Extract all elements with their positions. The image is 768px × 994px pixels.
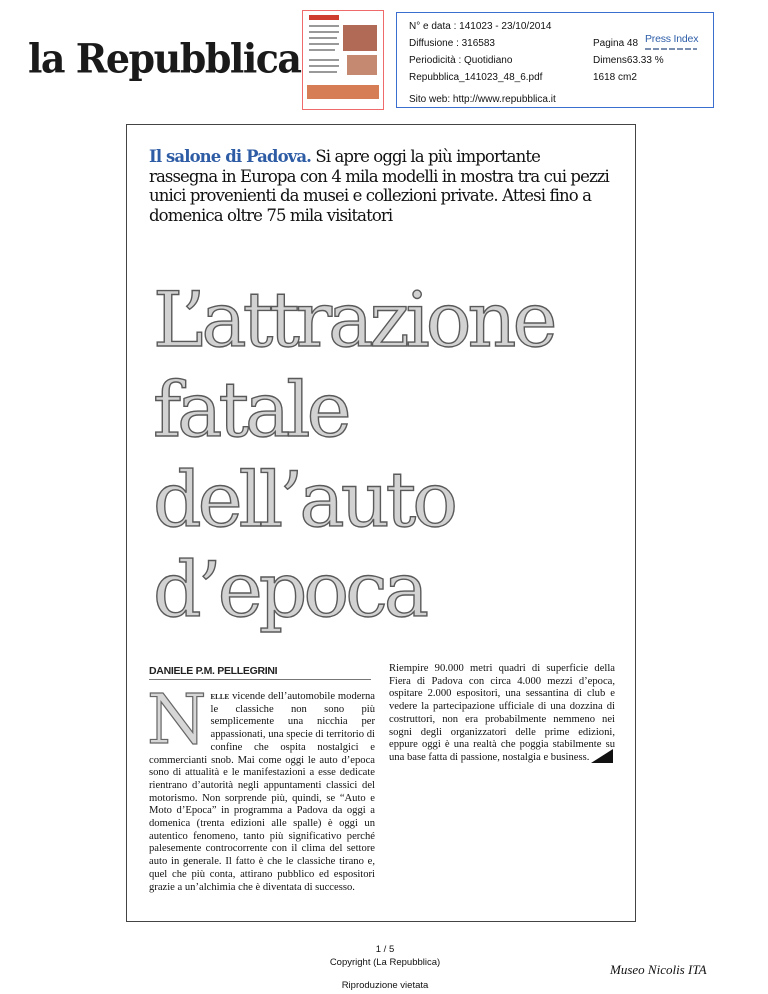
article-clipping — [126, 124, 636, 922]
article-byline: DANIELE P.M. PELLEGRINI — [149, 665, 371, 680]
page-footer — [310, 944, 460, 993]
info-diffusione: Diffusione : 316583 — [409, 38, 495, 49]
article-intro — [149, 147, 609, 225]
body-text-col1: vicende dell’automobile moderna le classiche non sono più semplicemente una nicchia per appassionati, una specie di territorio di confine che ospita nostalgici e commercianti snob. Mai come oggi le auto d’epoca sono di attualità e le manifestazioni a esse dedicate rientrano d’autorità negli appuntamenti classici del motorismo. Non sorprende più, quindi, se “Auto e Moto d’Epoca” in programma a Padova da oggi a domenica (trenta edizioni alle spalle) è oggi un autentico fenomeno, tanto più significativo perché palesemente controcorrente con il clima del settore auto in generale. Il fatto è che le classiche tirano e, quel che più conta, attirano pubblico ed espositori grazie a un’alchimia che è diventata di successo. — [149, 691, 375, 893]
press-index-logo: Press Index — [645, 29, 698, 50]
museum-watermark: Museo Nicolis ITA — [610, 962, 707, 977]
article-end-mark — [591, 749, 613, 763]
article-column-2 — [389, 663, 615, 765]
drop-cap: N — [147, 681, 207, 760]
press-info-box — [396, 12, 714, 108]
copyright-text: Copyright (La Repubblica) — [329, 957, 441, 968]
info-pagina: Pagina 48 — [593, 38, 639, 49]
article-headline — [153, 275, 623, 635]
newspaper-logo: la Repubblica — [28, 34, 301, 83]
info-nr-data: N° e data : 141023 - 23/10/2014 — [409, 21, 552, 32]
info-periodicita: Periodicità : Quotidiano — [409, 55, 513, 66]
article-column-1 — [147, 681, 375, 894]
headline-line: d’epoca — [153, 545, 426, 634]
headline-line: L’attrazione — [153, 275, 554, 364]
page-number: 1 / 5 — [375, 944, 395, 955]
info-sito: Sito web: http://www.repubblica.it — [409, 94, 556, 105]
info-area: 1618 cm2 — [593, 72, 637, 83]
reproduction-notice: Riproduzione vietata — [341, 980, 429, 991]
headline-line: dell’auto — [153, 455, 454, 544]
info-file: Repubblica_141023_48_6.pdf — [409, 72, 543, 83]
info-dimens: Dimens63.33 % — [593, 55, 664, 66]
lead-smallcaps: elle — [210, 691, 230, 702]
article-kicker: Il salone di Padova. — [149, 147, 311, 166]
article-intro-text: Si apre oggi la più importante rassegna in Europa con 4 mila modelli in mostra tra cui pezzi unici provenienti da musei e collezioni private. Attesi fino a domenica oltre 75 mila visitatori — [149, 147, 609, 225]
page-thumbnail — [302, 10, 384, 110]
headline-line: fatale — [153, 365, 348, 454]
body-text-col2: Riempire 90.000 metri quadri di superficie della Fiera di Padova con circa 4.000 mezzi d’epoca, ospitare 2.000 espositori, una sessantina di club e vedere la partecipazione ufficiale di una dozzina di costruttori, non era probabilmente nemmeno nei sogni degli organizzatori delle prime edizioni, eppure oggi è una realtà che poggia stabilmente su una base fatta di passione, nostalgia e business. — [389, 663, 615, 763]
